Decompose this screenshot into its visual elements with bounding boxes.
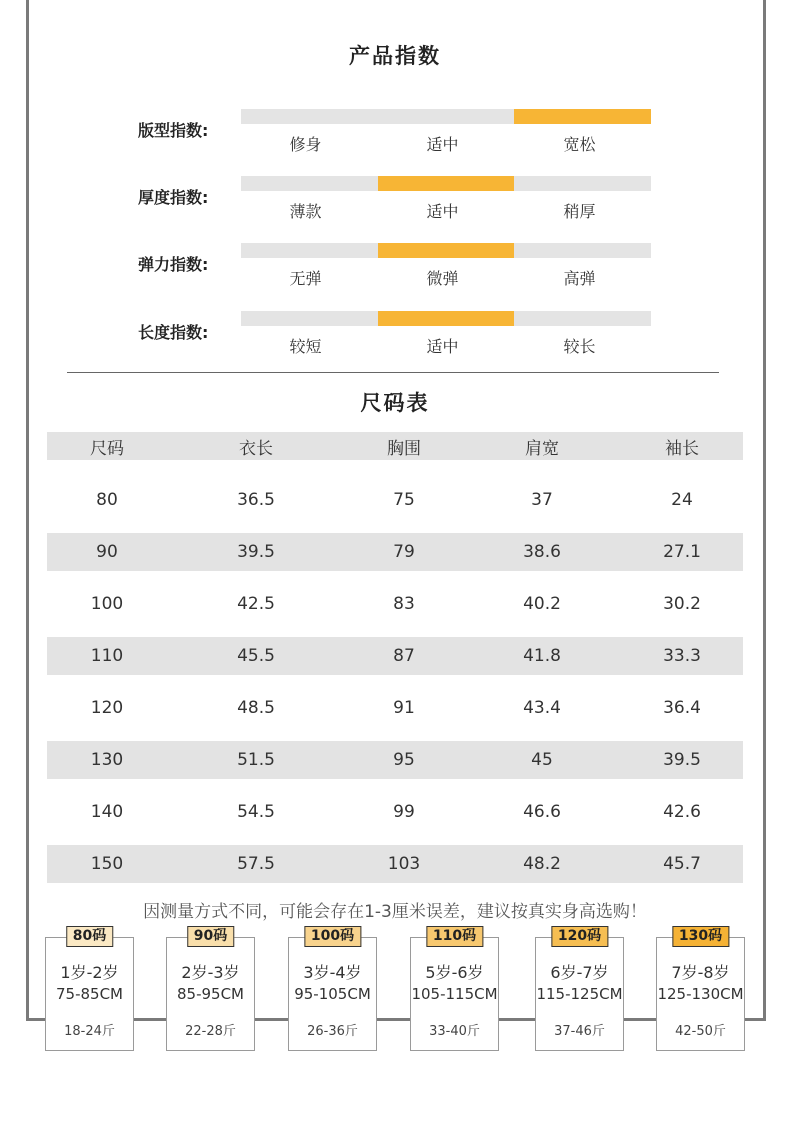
index-option-label: 适中 — [426, 337, 459, 356]
table-cell: 48.2 — [523, 854, 561, 874]
table-cell: 140 — [90, 802, 124, 822]
table-row — [47, 689, 743, 727]
table-cell: 36.5 — [237, 490, 275, 510]
table-row — [47, 585, 743, 623]
table-cell: 36.4 — [663, 698, 701, 718]
age-card-height: 85-95CM — [176, 985, 244, 1003]
size-table-header-cell: 肩宽 — [525, 438, 559, 459]
age-card — [166, 928, 255, 1051]
size-table-header-cell: 衣长 — [239, 438, 273, 459]
table-cell: 42.6 — [663, 802, 701, 822]
table-cell: 30.2 — [663, 594, 701, 614]
index-bar — [241, 176, 651, 191]
index-bar — [241, 311, 651, 326]
table-cell: 79 — [393, 542, 415, 562]
index-option-label: 较短 — [289, 337, 322, 356]
table-cell: 39.5 — [237, 542, 275, 562]
table-cell: 130 — [90, 750, 124, 770]
size-table-header-cell: 尺码 — [90, 438, 124, 459]
age-card-height: 105-115CM — [411, 985, 498, 1003]
table-row — [47, 741, 743, 779]
index-label: 版型指数: — [138, 121, 209, 140]
age-card-weight: 37-46斤 — [554, 1024, 605, 1039]
age-card-weight: 18-24斤 — [64, 1024, 115, 1039]
age-card — [656, 928, 745, 1051]
index-bar-segment — [514, 243, 651, 258]
age-card-age: 1岁-2岁 — [60, 963, 119, 982]
age-card-height: 125-130CM — [657, 985, 744, 1003]
table-row — [47, 845, 743, 883]
age-card-size-tag: 100码 — [304, 926, 361, 947]
table-cell: 45.7 — [663, 854, 701, 874]
age-card-age: 6岁-7岁 — [550, 963, 609, 982]
index-bar-segment — [514, 176, 651, 191]
table-cell: 45.5 — [237, 646, 275, 666]
age-card-age: 3岁-4岁 — [303, 963, 362, 982]
age-card-size-tag: 80码 — [66, 926, 113, 947]
table-cell: 46.6 — [523, 802, 561, 822]
index-bar — [241, 243, 651, 258]
index-bar-selected-segment — [378, 243, 515, 258]
table-cell: 83 — [393, 594, 415, 614]
index-bar-segment — [241, 176, 378, 191]
index-option-label: 薄款 — [289, 202, 322, 221]
table-cell: 95 — [393, 750, 415, 770]
age-card-height: 95-105CM — [294, 985, 371, 1003]
age-card — [535, 928, 624, 1051]
index-bar-selected-segment — [378, 311, 515, 326]
age-card-weight: 33-40斤 — [429, 1024, 480, 1039]
table-cell: 24 — [671, 490, 693, 510]
age-card-age: 2岁-3岁 — [181, 963, 240, 982]
table-cell: 54.5 — [237, 802, 275, 822]
table-cell: 110 — [90, 646, 124, 666]
index-bar-segment — [241, 243, 378, 258]
frame-right-border — [763, 0, 766, 1021]
index-bar-selected-segment — [514, 109, 651, 124]
table-cell: 39.5 — [663, 750, 701, 770]
index-option-label: 无弹 — [289, 269, 322, 288]
age-card-age: 7岁-8岁 — [671, 963, 730, 982]
table-cell: 87 — [393, 646, 415, 666]
index-label: 厚度指数: — [138, 188, 209, 207]
age-card-size-tag: 120码 — [551, 926, 608, 947]
table-cell: 80 — [96, 490, 118, 510]
table-cell: 99 — [393, 802, 415, 822]
table-cell: 100 — [90, 594, 124, 614]
product-index-title: 产品指数 — [349, 44, 441, 68]
table-cell: 120 — [90, 698, 124, 718]
table-cell: 57.5 — [237, 854, 275, 874]
index-option-label: 宽松 — [563, 135, 596, 154]
table-row — [47, 637, 743, 675]
table-cell: 51.5 — [237, 750, 275, 770]
table-cell: 90 — [96, 542, 118, 562]
table-cell: 41.8 — [523, 646, 561, 666]
index-option-label: 高弹 — [563, 269, 596, 288]
section-divider — [67, 372, 719, 373]
index-bar-segment — [241, 311, 378, 326]
table-cell: 48.5 — [237, 698, 275, 718]
age-card-weight: 42-50斤 — [675, 1024, 726, 1039]
size-table-header-row — [47, 432, 743, 460]
age-card-age: 5岁-6岁 — [425, 963, 484, 982]
index-bar-segment — [378, 109, 515, 124]
table-cell: 33.3 — [663, 646, 701, 666]
index-option-label: 适中 — [426, 135, 459, 154]
index-option-label: 适中 — [426, 202, 459, 221]
index-option-label: 稍厚 — [563, 202, 596, 221]
table-cell: 103 — [387, 854, 421, 874]
age-card-weight: 22-28斤 — [185, 1024, 236, 1039]
frame-bottom-border — [26, 1018, 766, 1021]
size-table-title: 尺码表 — [360, 391, 430, 415]
size-table-header-cell: 袖长 — [665, 438, 699, 459]
index-bar-selected-segment — [378, 176, 515, 191]
table-row — [47, 481, 743, 519]
age-card-height: 75-85CM — [55, 985, 123, 1003]
table-cell: 38.6 — [523, 542, 561, 562]
age-card — [45, 928, 134, 1051]
index-bar-segment — [241, 109, 378, 124]
table-row — [47, 793, 743, 831]
index-bar — [241, 109, 651, 124]
table-cell: 40.2 — [523, 594, 561, 614]
age-card-size-tag: 130码 — [672, 926, 729, 947]
table-cell: 75 — [393, 490, 415, 510]
table-row — [47, 533, 743, 571]
age-card — [288, 928, 377, 1051]
table-cell: 150 — [90, 854, 124, 874]
measurement-note: 因测量方式不同，可能会存在1-3厘米误差，建议按真实身高选购！ — [143, 902, 647, 922]
index-label: 弹力指数: — [138, 255, 209, 274]
table-cell: 27.1 — [663, 542, 701, 562]
index-option-label: 修身 — [289, 135, 322, 154]
age-card-size-tag: 110码 — [426, 926, 483, 947]
age-card-size-tag: 90码 — [187, 926, 234, 947]
table-cell: 43.4 — [523, 698, 561, 718]
frame-left-border — [26, 0, 29, 1021]
age-card-height: 115-125CM — [536, 985, 623, 1003]
index-bar-segment — [514, 311, 651, 326]
index-option-label: 较长 — [563, 337, 596, 356]
index-label: 长度指数: — [138, 323, 209, 342]
table-cell: 37 — [531, 490, 553, 510]
table-cell: 42.5 — [237, 594, 275, 614]
age-card — [410, 928, 499, 1051]
table-cell: 91 — [393, 698, 415, 718]
size-table-header-cell: 胸围 — [387, 438, 421, 459]
index-option-label: 微弹 — [426, 269, 459, 288]
age-card-weight: 26-36斤 — [307, 1024, 358, 1039]
table-cell: 45 — [531, 750, 553, 770]
